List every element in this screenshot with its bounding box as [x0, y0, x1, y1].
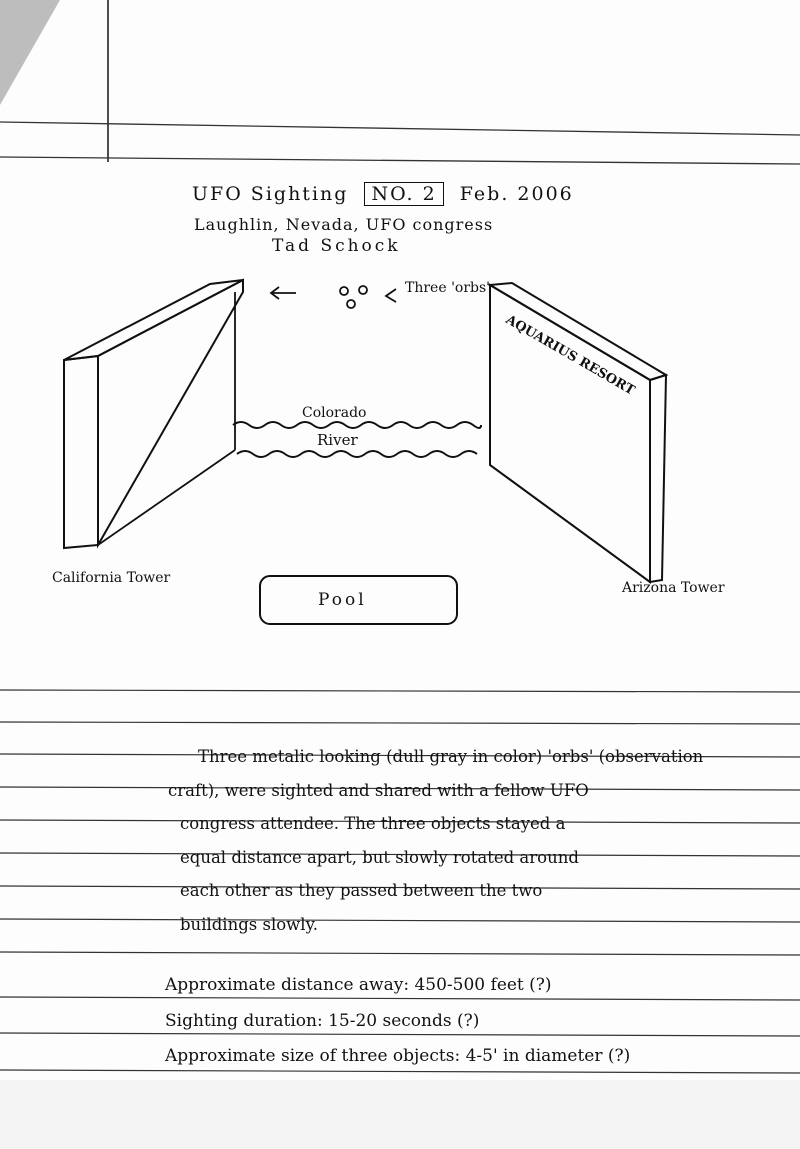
paper-bottom-edge — [0, 1080, 800, 1149]
sighting-location: Laughlin, Nevada, UFO congress — [194, 215, 494, 234]
aquarius-resort-sign: AQUARIUS RESORT — [503, 312, 638, 399]
orbs-label-line1: Three 'orbs' — [405, 280, 491, 296]
sighting-date: Feb. 2006 — [459, 183, 574, 205]
fact-duration: Sighting duration: 15-20 seconds (?) — [165, 1010, 480, 1031]
fact-size: Approximate size of three objects: 4-5' in diameter (?) — [165, 1046, 631, 1066]
title-row — [192, 182, 574, 206]
narrative-line: equal distance apart, but slowly rotated around — [180, 847, 579, 867]
arizona-tower-caption: Arizona Tower — [622, 580, 725, 596]
fact-distance: Approximate distance away: 450-500 feet (?) — [165, 975, 552, 995]
sighting-number: NO. 2 — [364, 182, 443, 206]
narrative-line: Three metalic looking (dull gray in color) 'orbs' (observation — [198, 747, 704, 766]
river-name-label: Colorado — [302, 405, 367, 421]
pool-label: Pool — [318, 590, 367, 610]
narrative-line: each other as they passed between the two — [180, 881, 543, 900]
narrative-line: buildings slowly. — [180, 914, 318, 934]
narrative-line: congress attendee. The three objects stayed a — [180, 814, 566, 833]
narrative-paragraph — [168, 740, 798, 941]
author-name: Tad Schock — [272, 236, 401, 256]
sighting-title: UFO Sighting — [192, 183, 349, 205]
narrative-line: craft), were sighted and shared with a fellow UFO — [168, 780, 589, 800]
sighting-facts — [165, 968, 630, 1075]
river-type-label: River — [317, 431, 358, 449]
california-tower-caption: California Tower — [52, 570, 171, 586]
